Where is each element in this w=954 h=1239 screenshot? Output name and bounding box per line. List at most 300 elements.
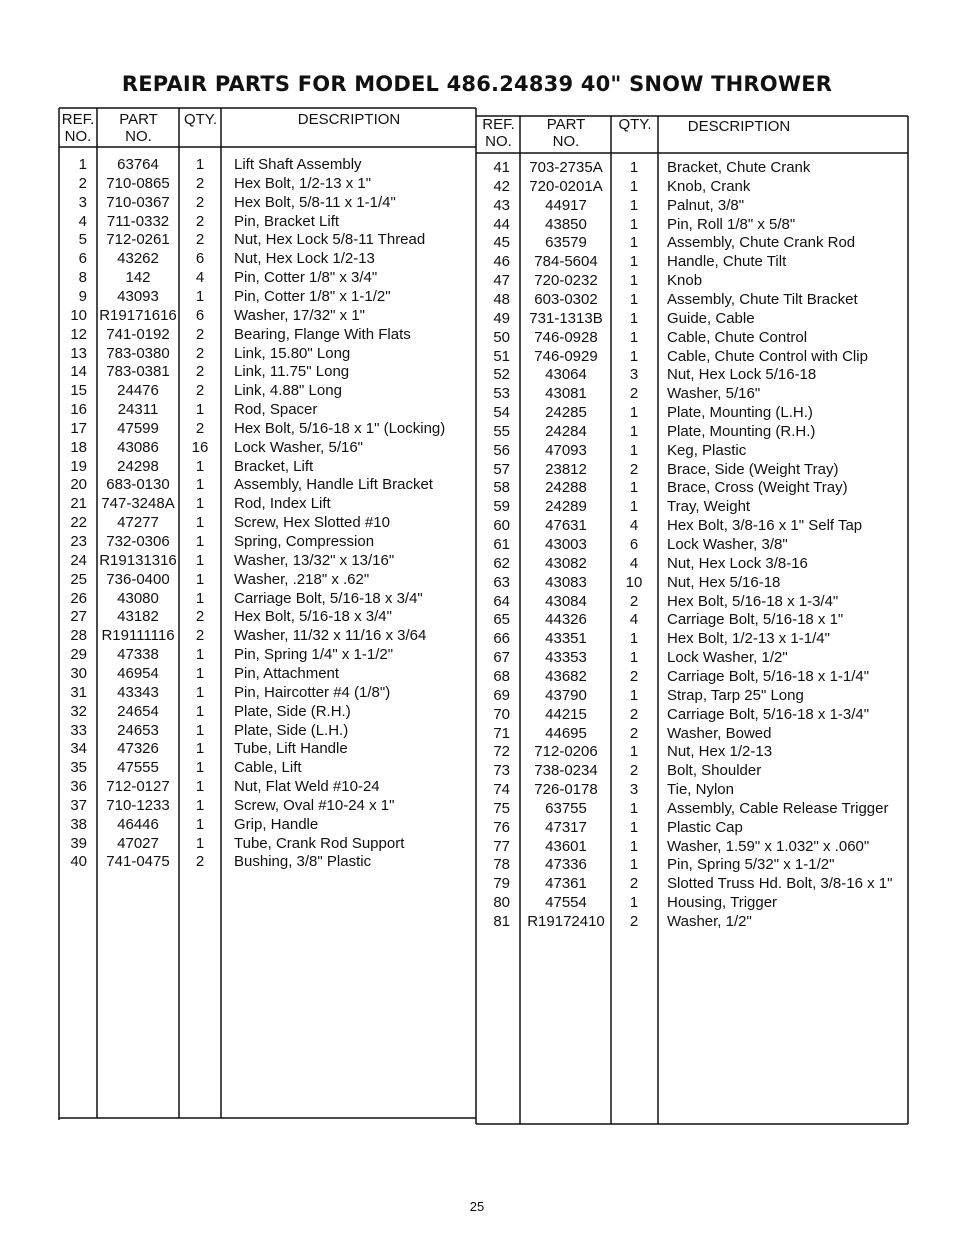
ref-number: 36: [70, 778, 87, 796]
part-number: 24288: [545, 479, 587, 497]
ref-number: 44: [493, 215, 510, 233]
quantity: 1: [195, 457, 205, 475]
table-row: [0, 178, 954, 196]
description: Nut, Hex 1/2-13: [667, 743, 773, 761]
part-number: 47093: [545, 441, 587, 459]
quantity: 2: [629, 762, 639, 780]
ref-number: 53: [493, 385, 510, 403]
part-number: 710-1233: [106, 796, 170, 814]
header-part-line1: PART: [119, 111, 158, 128]
table-row: [0, 517, 954, 535]
table-row: [0, 574, 954, 592]
ref-number: 72: [493, 743, 510, 761]
ref-number: 59: [493, 498, 510, 516]
ref-number: 17: [70, 419, 87, 437]
ref-number: 49: [493, 309, 510, 327]
ref-number: 50: [493, 328, 510, 346]
description: Nut, Hex Lock 5/16-18: [667, 366, 817, 384]
ref-number: 4: [78, 212, 87, 230]
header-part-right: [521, 116, 611, 150]
description: Bracket, Chute Crank: [667, 159, 811, 176]
ref-number: 79: [493, 875, 510, 893]
header-part-line2: NO.: [125, 128, 152, 145]
header-ref-line2: NO.: [64, 128, 92, 145]
ref-number: 9: [78, 287, 87, 305]
quantity: 2: [195, 193, 205, 211]
ref-number: 56: [493, 441, 510, 459]
table-row: [0, 593, 954, 611]
part-number: 732-0306: [106, 533, 170, 550]
part-number: 43093: [117, 287, 159, 305]
quantity: 2: [629, 724, 639, 742]
part-number: 63764: [117, 156, 159, 173]
part-number: 710-0367: [106, 193, 170, 211]
description: Link, 11.75" Long: [234, 363, 350, 381]
ref-number: 10: [70, 306, 87, 324]
ref-number: 80: [493, 894, 510, 912]
header-part-left: [98, 111, 179, 145]
description: Assembly, Chute Tilt Bracket: [667, 290, 858, 308]
part-number: 603-0302: [534, 290, 598, 308]
description: Knob: [667, 272, 703, 290]
table-row: [0, 668, 954, 686]
part-number: 703-2735A: [529, 159, 603, 176]
quantity: 2: [195, 419, 205, 437]
ref-number: 25: [70, 570, 87, 588]
ref-number: 78: [493, 856, 510, 874]
description: Washer, 1.59" x 1.032" x .060": [667, 837, 870, 855]
header-ref-right: [477, 116, 520, 150]
quantity: 1: [629, 272, 639, 290]
table-row: [0, 913, 954, 931]
header-ref-line1: REF.: [61, 111, 95, 128]
table-row: [0, 329, 954, 347]
ref-number: 55: [493, 422, 510, 440]
ref-number: 30: [70, 664, 87, 682]
quantity: 2: [195, 853, 205, 871]
quantity: 1: [195, 815, 205, 833]
description: Plastic Cap: [667, 818, 743, 836]
description: Pin, Bracket Lift: [234, 212, 340, 230]
quantity: 2: [629, 667, 639, 685]
description: Nut, Hex 5/16-18: [667, 573, 781, 591]
quantity: 2: [629, 875, 639, 893]
table-row: [0, 894, 954, 912]
part-number: 726-0178: [534, 781, 598, 799]
part-number: 712-0127: [106, 778, 170, 796]
part-number: R19172410: [527, 913, 605, 930]
ref-number: 70: [493, 705, 510, 723]
description: Carriage Bolt, 5/16-18 x 1-3/4": [667, 705, 870, 723]
table-row: [0, 253, 954, 271]
ref-number: 67: [493, 649, 510, 667]
part-number: 47336: [545, 856, 587, 874]
description: Hex Bolt, 5/8-11 x 1-1/4": [234, 193, 396, 211]
ref-number: 39: [70, 834, 87, 852]
ref-number: 63: [493, 573, 510, 591]
ref-number: 41: [493, 159, 510, 176]
quantity: 1: [195, 401, 205, 419]
quantity: 1: [629, 177, 639, 195]
part-number: 43682: [545, 667, 587, 685]
table-row: [0, 498, 954, 516]
header-ref-left: [60, 111, 96, 145]
table-row: [0, 197, 954, 215]
part-number: 43343: [117, 683, 159, 701]
ref-number: 40: [70, 853, 87, 871]
part-number: 43182: [117, 608, 159, 626]
ref-number: 61: [493, 536, 510, 553]
part-number: 47277: [117, 514, 159, 532]
header-part-line1: PART: [546, 116, 586, 133]
description: Grip, Handle: [234, 815, 319, 833]
part-number: 142: [125, 269, 151, 287]
quantity: 3: [629, 366, 639, 384]
description: Cable, Lift: [234, 759, 302, 777]
quantity: 1: [629, 818, 639, 836]
ref-number: 2: [78, 174, 87, 192]
description: Hex Bolt, 1/2-13 x 1-1/4": [667, 630, 830, 648]
ref-number: 38: [70, 815, 87, 833]
part-number: 24284: [545, 422, 587, 440]
table-row: [0, 856, 954, 874]
ref-number: 81: [493, 913, 510, 930]
quantity: 1: [629, 649, 639, 667]
quantity: 2: [195, 363, 205, 381]
description: Assembly, Handle Lift Bracket: [234, 476, 433, 494]
description: Bolt, Shoulder: [667, 762, 762, 780]
table-row: [0, 743, 954, 761]
description: Bearing, Flange With Flats: [234, 325, 411, 343]
ref-number: 31: [70, 683, 87, 701]
description: Hex Bolt, 1/2-13 x 1": [234, 174, 372, 192]
description: Keg, Plastic: [667, 441, 747, 459]
quantity: 1: [195, 533, 205, 550]
table-row: [0, 291, 954, 309]
quantity: 2: [195, 627, 205, 645]
ref-number: 75: [493, 799, 510, 817]
description: Slotted Truss Hd. Bolt, 3/8-16 x 1": [667, 875, 893, 893]
ref-number: 32: [70, 702, 87, 720]
part-number: 43064: [545, 366, 587, 384]
part-number: 747-3248A: [101, 495, 175, 513]
description: Pin, Roll 1/8" x 5/8": [667, 215, 796, 233]
part-number: 24285: [545, 404, 587, 422]
part-number: 43262: [117, 250, 159, 268]
table-row: [0, 819, 954, 837]
ref-number: 48: [493, 290, 510, 308]
part-number: 47555: [117, 759, 159, 777]
description: Handle, Chute Tilt: [667, 253, 787, 271]
quantity: 2: [195, 231, 205, 249]
quantity: 2: [195, 344, 205, 362]
part-number: 731-1313B: [529, 309, 603, 327]
part-number: 43080: [117, 589, 159, 607]
part-number: 736-0400: [106, 570, 170, 588]
ref-number: 69: [493, 686, 510, 704]
quantity: 1: [629, 686, 639, 704]
part-number: R19131316: [99, 551, 177, 569]
quantity: 4: [629, 517, 639, 535]
part-number: 47631: [545, 517, 587, 535]
part-number: 683-0130: [106, 476, 170, 494]
ref-number: 76: [493, 818, 510, 836]
description: Palnut, 3/8": [667, 196, 745, 214]
part-number: 43081: [545, 385, 587, 403]
ref-number: 21: [70, 495, 87, 513]
description: Washer, 17/32" x 1": [234, 306, 365, 324]
quantity: 1: [195, 646, 205, 664]
table-row: [0, 875, 954, 893]
quantity: 1: [629, 290, 639, 308]
quantity: 1: [195, 287, 205, 305]
quantity: 1: [195, 683, 205, 701]
part-number: 738-0234: [534, 762, 598, 780]
ref-number: 68: [493, 667, 510, 685]
description: Screw, Hex Slotted #10: [234, 514, 390, 532]
part-number: 24311: [117, 401, 159, 419]
description: Bushing, 3/8" Plastic: [234, 853, 372, 871]
ref-number: 18: [70, 438, 87, 456]
ref-number: 43: [493, 196, 510, 214]
part-number: 47317: [545, 818, 587, 836]
part-number: 46446: [117, 815, 159, 833]
quantity: 1: [195, 834, 205, 852]
ref-number: 12: [70, 325, 87, 343]
ref-number: 66: [493, 630, 510, 648]
ref-number: 47: [493, 272, 510, 290]
part-number: 47326: [117, 740, 159, 758]
ref-number: 77: [493, 837, 510, 855]
part-number: 784-5604: [534, 253, 598, 271]
description: Washer, 5/16": [667, 385, 761, 403]
part-number: 24289: [545, 498, 587, 516]
page-number: 25: [469, 1199, 485, 1214]
ref-number: 52: [493, 366, 510, 384]
quantity: 1: [195, 570, 205, 588]
table-row: [0, 649, 954, 667]
table-row: [0, 725, 954, 743]
ref-number: 5: [78, 231, 87, 249]
quantity: 1: [629, 309, 639, 327]
quantity: 2: [195, 382, 205, 400]
quantity: 1: [629, 630, 639, 648]
table-row: [0, 781, 954, 799]
description: Tube, Crank Rod Support: [234, 834, 405, 852]
quantity: 2: [195, 174, 205, 192]
ref-number: 74: [493, 781, 510, 799]
part-number: 24653: [117, 721, 159, 739]
part-number: 44215: [545, 705, 587, 723]
part-number: 43790: [545, 686, 587, 704]
table-row: [0, 479, 954, 497]
description: Hex Bolt, 3/8-16 x 1" Self Tap: [667, 517, 863, 535]
description: Lift Shaft Assembly: [234, 156, 362, 173]
part-number: 710-0865: [106, 174, 170, 192]
description: Pin, Spring 1/4" x 1-1/2": [234, 646, 394, 664]
table-row: [0, 216, 954, 234]
table-row: [0, 310, 954, 328]
quantity: 2: [195, 608, 205, 626]
quantity: 2: [629, 913, 639, 930]
description: Washer, .218" x .62": [234, 570, 370, 588]
part-number: 43003: [545, 536, 587, 553]
ref-number: 19: [70, 457, 87, 475]
description: Nut, Hex Lock 5/8-11 Thread: [234, 231, 426, 249]
quantity: 1: [629, 253, 639, 271]
part-number: 43351: [545, 630, 587, 648]
quantity: 1: [629, 404, 639, 422]
ref-number: 65: [493, 611, 510, 629]
description: Tube, Lift Handle: [234, 740, 348, 758]
part-number: 47338: [117, 646, 159, 664]
quantity: 2: [629, 592, 639, 610]
ref-number: 42: [493, 177, 510, 195]
description: Pin, Attachment: [234, 664, 340, 682]
description: Guide, Cable: [667, 309, 755, 327]
table-row: [0, 423, 954, 441]
header-part-line2: NO.: [552, 133, 580, 150]
quantity: 1: [629, 856, 639, 874]
description: Nut, Flat Weld #10-24: [234, 778, 380, 796]
ref-number: 15: [70, 382, 87, 400]
header-qty-left: QTY.: [183, 111, 218, 128]
table-row: [0, 706, 954, 724]
ref-number: 6: [78, 250, 87, 268]
ref-number: 13: [70, 344, 87, 362]
table-row: [0, 687, 954, 705]
quantity: 1: [629, 498, 639, 516]
description: Assembly, Cable Release Trigger: [667, 799, 889, 817]
quantity: 2: [629, 460, 639, 478]
part-number: 783-0381: [106, 363, 170, 381]
ref-number: 14: [70, 363, 87, 381]
part-number: 712-0261: [106, 231, 170, 249]
ref-number: 20: [70, 476, 87, 494]
part-number: 43086: [117, 438, 159, 456]
description: Pin, Cotter 1/8" x 1-1/2": [234, 287, 391, 305]
part-number: 711-0332: [106, 212, 170, 230]
description: Cable, Chute Control with Clip: [667, 347, 868, 365]
description: Assembly, Chute Crank Rod: [667, 234, 856, 252]
quantity: 1: [629, 159, 639, 176]
quantity: 1: [629, 441, 639, 459]
part-number: 24654: [117, 702, 159, 720]
header-ref-line2: NO.: [485, 133, 512, 150]
quantity: 6: [195, 250, 205, 268]
part-number: 47027: [117, 834, 159, 852]
table-row: [0, 762, 954, 780]
quantity: 1: [629, 347, 639, 365]
quantity: 1: [195, 778, 205, 796]
ref-number: 64: [493, 592, 510, 610]
table-row: [0, 536, 954, 554]
ref-number: 57: [493, 460, 510, 478]
quantity: 1: [195, 740, 205, 758]
ref-number: 60: [493, 517, 510, 535]
quantity: 1: [195, 551, 205, 569]
ref-number: 24: [70, 551, 87, 569]
part-number: R19171616: [99, 306, 177, 324]
description: Nut, Hex Lock 1/2-13: [234, 250, 375, 268]
table-row: [0, 800, 954, 818]
description: Cable, Chute Control: [667, 328, 808, 346]
ref-number: 46: [493, 253, 510, 271]
quantity: 1: [629, 328, 639, 346]
quantity: 4: [629, 554, 639, 572]
quantity: 1: [629, 743, 639, 761]
description: Brace, Side (Weight Tray): [667, 460, 839, 478]
part-number: 24298: [117, 457, 159, 475]
ref-number: 54: [493, 404, 510, 422]
quantity: 1: [629, 479, 639, 497]
ref-number: 73: [493, 762, 510, 780]
part-number: 23812: [545, 460, 587, 478]
part-number: 746-0928: [534, 328, 598, 346]
ref-number: 33: [70, 721, 87, 739]
part-number: 43850: [545, 215, 587, 233]
ref-number: 8: [78, 269, 87, 287]
ref-number: 27: [70, 608, 87, 626]
quantity: 3: [629, 781, 639, 799]
quantity: 1: [629, 837, 639, 855]
part-number: 47361: [545, 875, 587, 893]
part-number: 44695: [545, 724, 587, 742]
description: Pin, Cotter 1/8" x 3/4": [234, 269, 378, 287]
ref-number: 51: [493, 347, 510, 365]
table-row: [0, 348, 954, 366]
quantity: 1: [195, 514, 205, 532]
ref-number: 58: [493, 479, 510, 497]
quantity: 1: [629, 196, 639, 214]
quantity: 10: [625, 573, 643, 591]
part-number: 712-0206: [534, 743, 598, 761]
quantity: 1: [195, 589, 205, 607]
ref-number: 37: [70, 796, 87, 814]
quantity: 16: [191, 438, 209, 456]
quantity: 4: [629, 611, 639, 629]
description: Carriage Bolt, 5/16-18 x 1-1/4": [667, 667, 870, 685]
description: Rod, Index Lift: [234, 495, 331, 513]
description: Nut, Hex Lock 3/8-16: [667, 554, 808, 572]
description: Lock Washer, 1/2": [667, 649, 788, 667]
header-description-right: DESCRIPTION: [687, 118, 791, 135]
description: Pin, Haircotter #4 (1/8"): [234, 683, 391, 701]
part-number: 720-0201A: [529, 177, 603, 195]
part-number: 741-0475: [106, 853, 170, 871]
part-number: 43084: [545, 592, 587, 610]
ref-number: 28: [70, 627, 87, 645]
table-row: [0, 442, 954, 460]
ref-number: 22: [70, 514, 87, 532]
quantity: 1: [195, 721, 205, 739]
quantity: 1: [195, 759, 205, 777]
ref-number: 1: [78, 156, 87, 173]
table-row: [0, 555, 954, 573]
description: Brace, Cross (Weight Tray): [667, 479, 848, 497]
quantity: 1: [629, 422, 639, 440]
ref-number: 71: [493, 724, 510, 742]
ref-number: 16: [70, 401, 87, 419]
quantity: 1: [195, 495, 205, 513]
part-number: 63755: [545, 799, 587, 817]
ref-number: 62: [493, 554, 510, 572]
table-row: [0, 272, 954, 290]
part-number: 43353: [545, 649, 587, 667]
description: Washer, 1/2": [667, 913, 752, 930]
ref-number: 26: [70, 589, 87, 607]
quantity: 1: [629, 234, 639, 252]
